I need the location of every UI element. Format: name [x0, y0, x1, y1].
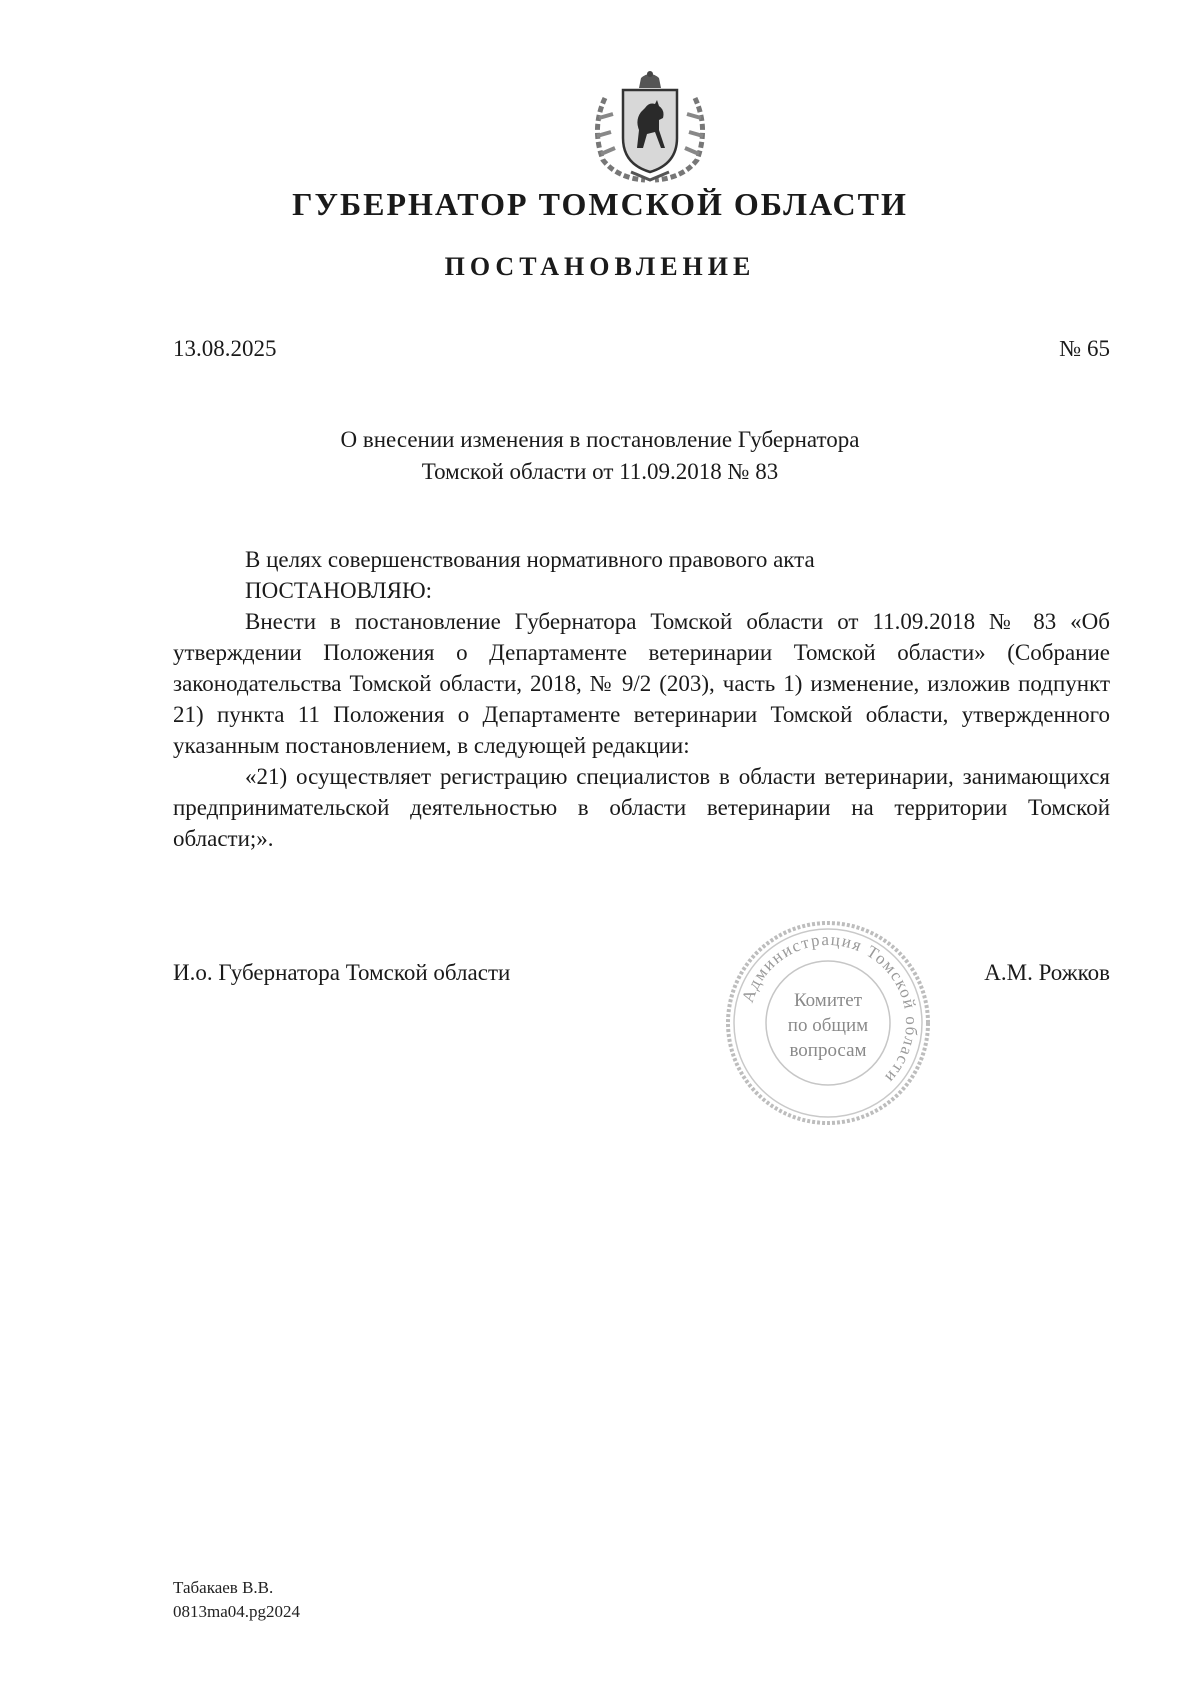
document-subject [250, 424, 950, 488]
signer-name: А.М. Рожков [984, 960, 1110, 985]
amendment-paragraph: Внести в постановление Губернатора Томской области от 11.09.2018 № 83 «Об утверждении Положения о Департаменте ветеринарии Томской области» (Собрание законодательства Томской области, 2018, № 9/2 (203), часть 1) изменение, изложив подпункт 21) пункта 11 Положения о Департаменте ветеринарии Томской области, утвержденного указанным постановлением, в следующей редакции: [173, 609, 1110, 758]
subject-line: Томской области от 11.09.2018 № 83 [421, 459, 779, 484]
official-stamp [723, 918, 933, 1128]
subject-line: О внесении изменения в постановление Губернатора [340, 427, 860, 452]
new-wording-paragraph: «21) осуществляет регистрацию специалистов в области ветеринарии, занимающихся предпринимательской деятельностью в области ветеринарии на территории Томской области;». [173, 764, 1110, 851]
signer-position: И.о. Губернатора Томской области [173, 960, 511, 985]
svg-text:вопросам: вопросам [789, 1040, 867, 1061]
svg-text:по общим: по общим [787, 1015, 869, 1036]
file-code: 0813ma04.pg2024 [173, 1602, 301, 1621]
executor-note [173, 1576, 300, 1624]
document-type-title: ПОСТАНОВЛЕНИЕ [444, 252, 756, 281]
document-date: 13.08.2025 [173, 336, 277, 361]
svg-text:Администрация Томской области: Администрация Томской области [738, 929, 922, 1088]
document-body [173, 544, 1110, 854]
purpose-paragraph: В целях совершенствования нормативного правового акта [245, 547, 815, 572]
executor-name: Табакаев В.В. [173, 1578, 274, 1597]
document-number: № 65 [1059, 336, 1110, 361]
organization-title: ГУБЕРНАТОР ТОМСКОЙ ОБЛАСТИ [292, 186, 908, 222]
coat-of-arms-icon [585, 68, 715, 188]
svg-text:Комитет: Комитет [793, 990, 863, 1011]
resolve-paragraph: ПОСТАНОВЛЯЮ: [245, 578, 433, 603]
